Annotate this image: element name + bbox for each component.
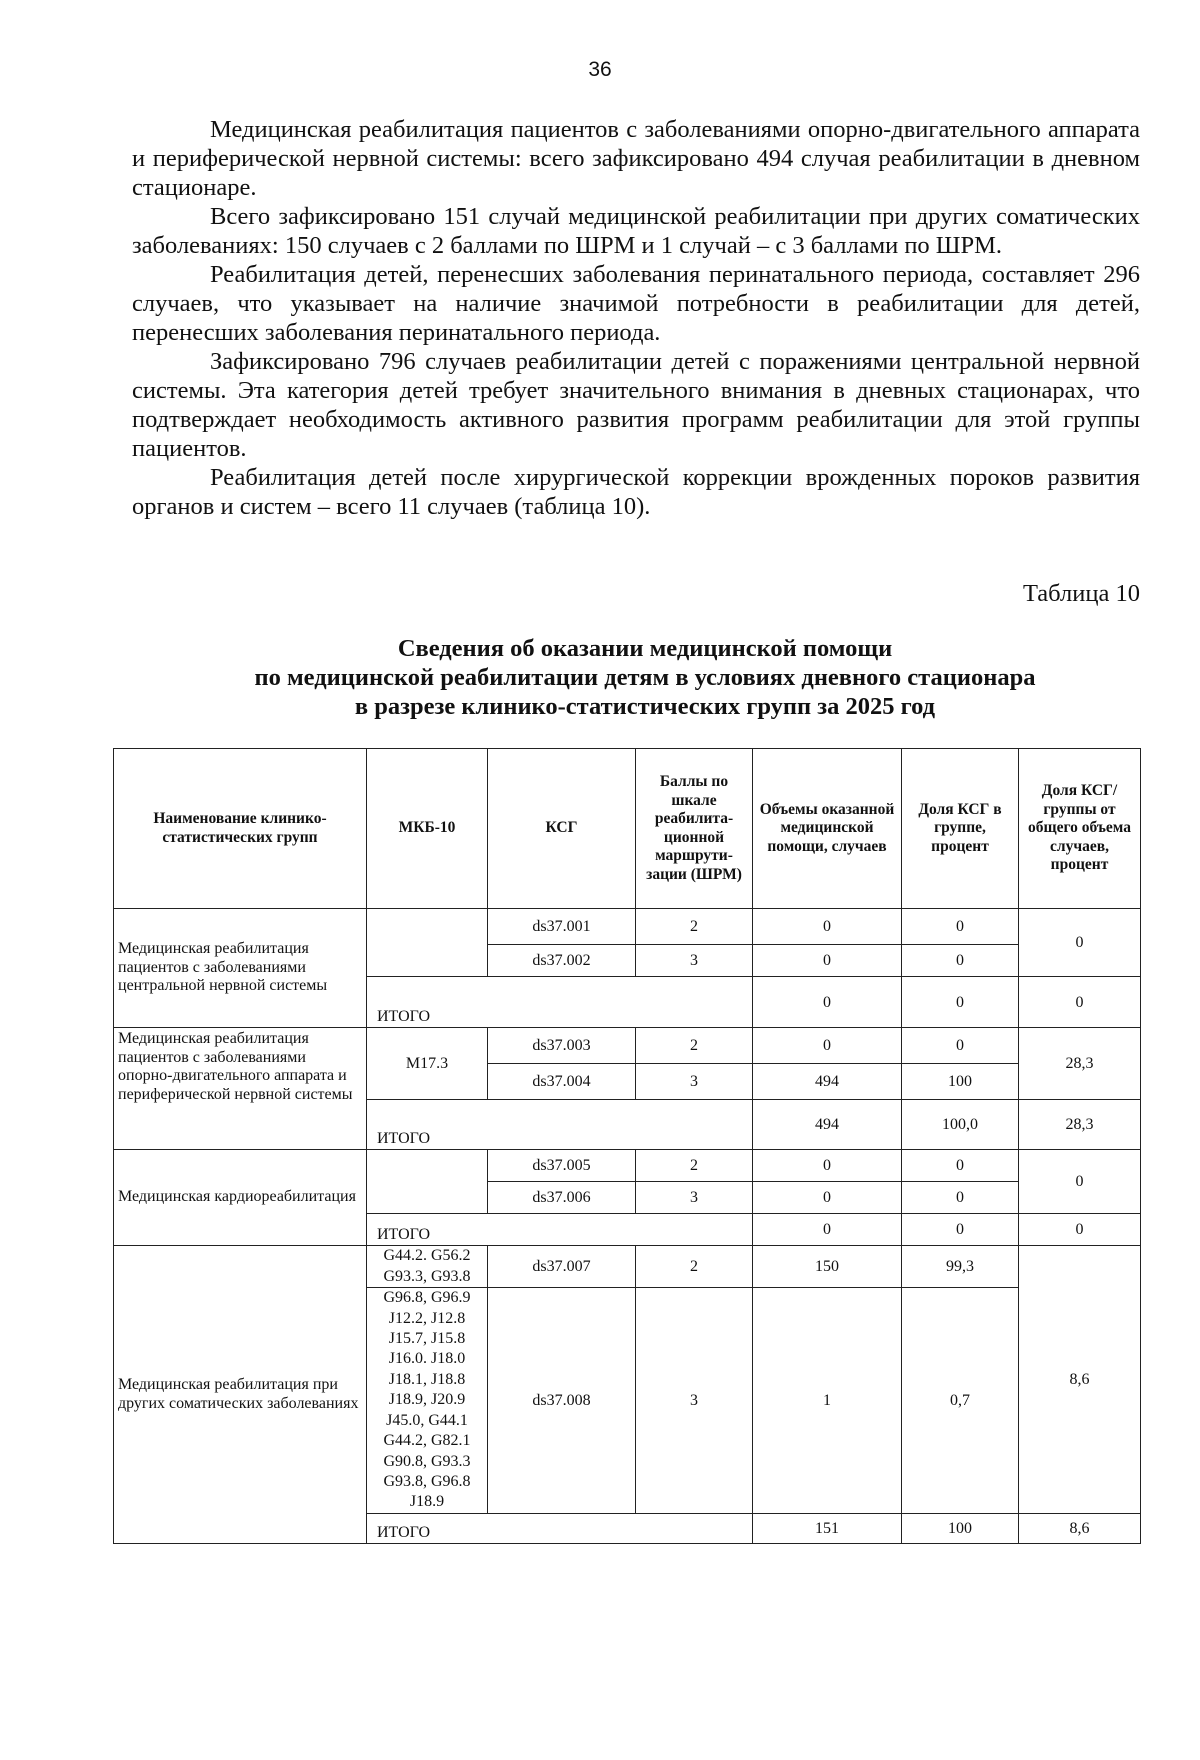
header-group: Наименование клинико-статистических групп	[114, 749, 367, 909]
volume-cell: 0	[753, 1150, 902, 1182]
volume-cell: 0	[753, 1028, 902, 1064]
volume-cell: 150	[753, 1246, 902, 1288]
ksg-cell: ds37.004	[488, 1064, 636, 1100]
shrm-cell: 2	[636, 1028, 753, 1064]
share-cell: 0	[902, 945, 1019, 977]
paragraph: Реабилитация детей после хирургической коррекции врожденных пороков развития органов и систем – всего 11 случаев (таблица 10).	[132, 464, 1140, 520]
shrm-cell: 2	[636, 909, 753, 945]
ksg-cell: ds37.007	[488, 1246, 636, 1288]
group-name: Медицинская реабилитация пациентов с заболеваниями центральной нервной системы	[114, 909, 367, 1028]
table-title-line: по медицинской реабилитации детям в условиях дневного стационара	[254, 664, 1036, 691]
page-number: 36	[588, 58, 612, 81]
body-text	[132, 115, 1140, 521]
table-title	[0, 634, 1200, 721]
ksg-cell: ds37.008	[488, 1288, 636, 1514]
rehabilitation-table	[113, 748, 1141, 1544]
itogo-label: ИТОГО	[367, 1214, 753, 1246]
volume-cell: 494	[753, 1064, 902, 1100]
share-cell: 100	[902, 1514, 1019, 1544]
table-title-line: в разрезе клинико-статистических групп за 2025 год	[354, 693, 936, 720]
share-cell: 0	[902, 1028, 1019, 1064]
share-total-cell: 28,3	[1019, 1100, 1141, 1150]
volume-cell: 0	[753, 1182, 902, 1214]
share-total-cell: 0	[1019, 977, 1141, 1028]
table-row	[114, 1246, 1141, 1288]
shrm-cell: 3	[636, 945, 753, 977]
header-ksg: КСГ	[488, 749, 636, 909]
ksg-cell: ds37.002	[488, 945, 636, 977]
header-mkb: МКБ-10	[367, 749, 488, 909]
share-cell: 0	[902, 1182, 1019, 1214]
table-row	[114, 909, 1141, 945]
ksg-cell: ds37.001	[488, 909, 636, 945]
header-volume: Объемы оказанной медицинской помощи, случаев	[753, 749, 902, 909]
shrm-cell: 3	[636, 1064, 753, 1100]
volume-cell: 1	[753, 1288, 902, 1514]
share-total-cell: 28,3	[1019, 1028, 1141, 1100]
group-name: Медицинская кардиореабилитация	[114, 1150, 367, 1246]
share-total-cell: 0	[1019, 909, 1141, 977]
mkb-cell: G44.2. G56.2 G93.3, G93.8	[367, 1246, 488, 1288]
mkb-cell	[367, 1150, 488, 1214]
table-title-line: Сведения об оказании медицинской помощи	[397, 635, 893, 662]
share-total-cell: 0	[1019, 1214, 1141, 1246]
volume-cell: 151	[753, 1514, 902, 1544]
volume-cell: 0	[753, 909, 902, 945]
paragraph: Медицинская реабилитация пациентов с заболеваниями опорно-двигательного аппарата и периферической нервной системы: всего зафиксировано 494 случая реабилитации в дневном стационаре.	[132, 116, 1140, 201]
mkb-cell: M17.3	[367, 1028, 488, 1100]
share-cell: 0	[902, 1214, 1019, 1246]
volume-cell: 494	[753, 1100, 902, 1150]
share-total-cell: 0	[1019, 1150, 1141, 1214]
ksg-cell: ds37.005	[488, 1150, 636, 1182]
share-cell: 100,0	[902, 1100, 1019, 1150]
volume-cell: 0	[753, 977, 902, 1028]
shrm-cell: 2	[636, 1246, 753, 1288]
header-row	[114, 749, 1141, 909]
share-total-cell: 8,6	[1019, 1514, 1141, 1544]
table-label: Таблица 10	[1022, 580, 1140, 607]
mkb-cell: G96.8, G96.9 J12.2, J12.8 J15.7, J15.8 J16.0. J18.0 J18.1, J18.8 J18.9, J20.9 J45.0, G44.1 G44.2, G82.1 G90.8, G93.3 G93.8, G96.8 J18.9	[367, 1288, 488, 1514]
volume-cell: 0	[753, 945, 902, 977]
shrm-cell: 3	[636, 1182, 753, 1214]
itogo-label: ИТОГО	[367, 1100, 753, 1150]
share-cell: 99,3	[902, 1246, 1019, 1288]
ksg-cell: ds37.003	[488, 1028, 636, 1064]
header-share-group: Доля КСГ в группе, процент	[902, 749, 1019, 909]
volume-cell: 0	[753, 1214, 902, 1246]
paragraph: Всего зафиксировано 151 случай медицинской реабилитации при других соматических заболеваниях: 150 случаев с 2 баллами по ШРМ и 1 случай – с 3 баллами по ШРМ.	[132, 203, 1140, 259]
table-row	[114, 1150, 1141, 1182]
table-row	[114, 1028, 1141, 1064]
group-name: Медицинская реабилитация при других соматических заболеваниях	[114, 1246, 367, 1544]
share-cell: 0	[902, 1150, 1019, 1182]
shrm-cell: 3	[636, 1288, 753, 1514]
itogo-label: ИТОГО	[367, 977, 753, 1028]
shrm-cell: 2	[636, 1150, 753, 1182]
share-total-cell: 8,6	[1019, 1246, 1141, 1514]
share-cell: 0,7	[902, 1288, 1019, 1514]
group-name: Медицинская реабилитация пациентов с заболеваниями опорно-двигательного аппарата и периферической нервной системы	[114, 1028, 367, 1150]
share-cell: 0	[902, 909, 1019, 945]
share-cell: 0	[902, 977, 1019, 1028]
share-cell: 100	[902, 1064, 1019, 1100]
header-shrm: Баллы по шкале реабилита-ционной маршрути-зации (ШРМ)	[636, 749, 753, 909]
ksg-cell: ds37.006	[488, 1182, 636, 1214]
paragraph: Зафиксировано 796 случаев реабилитации детей с поражениями центральной нервной системы. Эта категория детей требует значительного внимания в дневных стационарах, что подтверждает необходимость активного развития программ реабилитации для этой группы пациентов.	[132, 348, 1140, 462]
itogo-label: ИТОГО	[367, 1514, 753, 1544]
header-share-total: Доля КСГ/ группы от общего объема случаев, процент	[1019, 749, 1141, 909]
paragraph: Реабилитация детей, перенесших заболевания перинатального периода, составляет 296 случаев, что указывает на наличие значимой потребности в реабилитации для детей, перенесших заболевания перинатального периода.	[132, 261, 1140, 346]
mkb-cell	[367, 909, 488, 977]
